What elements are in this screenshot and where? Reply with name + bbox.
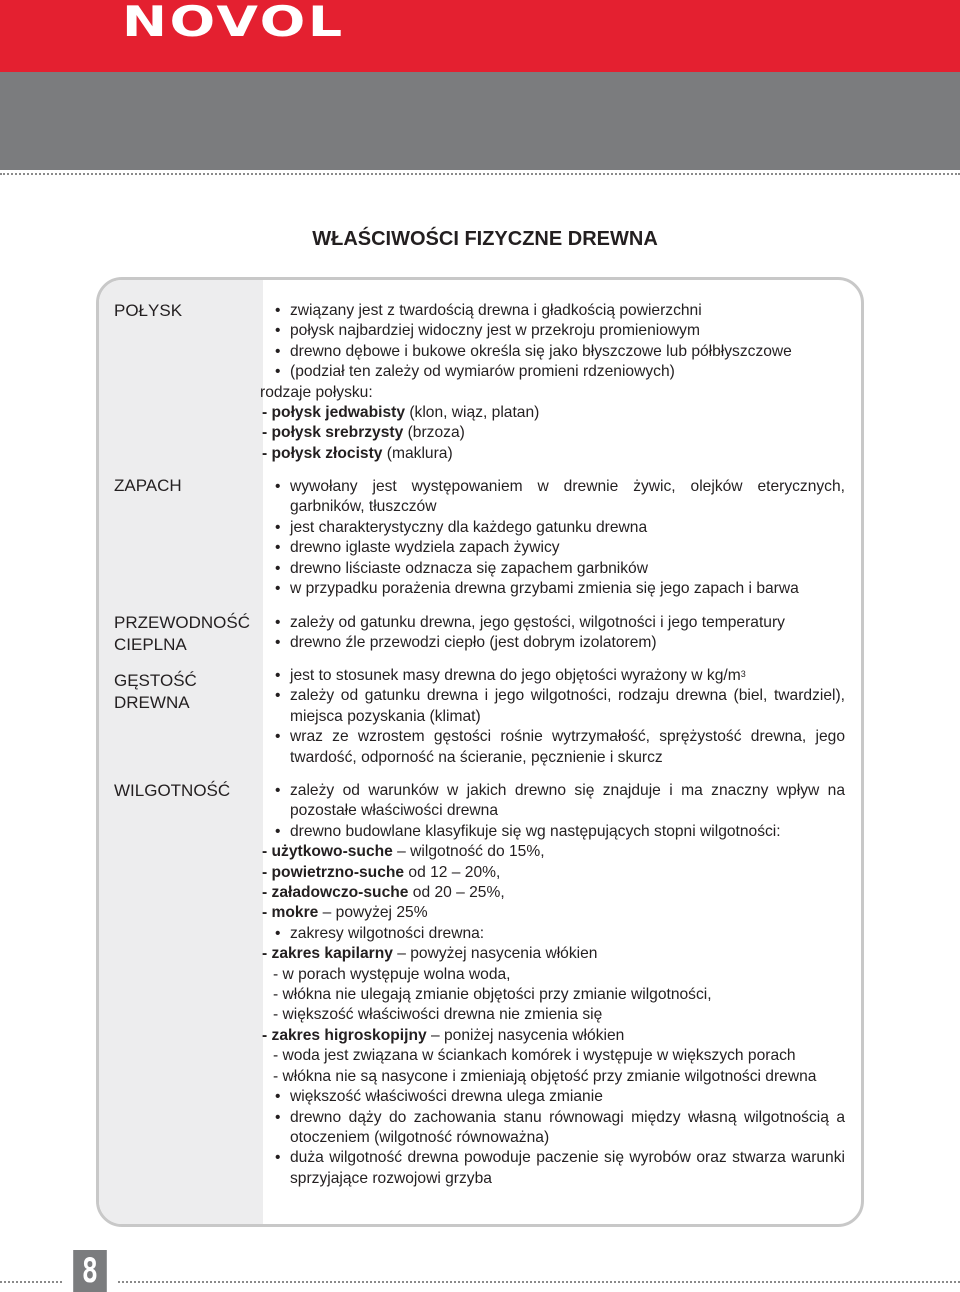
- list-item: • zależy od warunków w jakich drewno się znajduje i ma znaczny wpływ na pozostałe właściwości drewna: [275, 781, 845, 822]
- novol-logo: NOVOL: [122, 0, 345, 46]
- list-item: - powietrzno-suche od 12 – 20%,: [262, 863, 501, 881]
- list-item: • drewno iglaste wydziela zapach żywicy: [275, 538, 845, 558]
- list-item: • wywołany jest występowaniem w drewnie żywic, olejków eterycznych, garbników, tłuszczów: [275, 477, 845, 518]
- list-item: • połysk najbardziej widoczny jest w przekroju promieniowym: [275, 321, 845, 341]
- list-item: • drewno dąży do zachowania stanu równowagi między własną wilgotnością a otoczeniem (wilgotność równoważna): [275, 1108, 845, 1149]
- list-item: - woda jest związana w ściankach komórek i występuje w większych porach: [273, 1047, 796, 1065]
- list-item: • drewno źle przewodzi ciepło (jest dobrym izolatorem): [275, 633, 845, 653]
- label-zapach: ZAPACH: [114, 476, 182, 495]
- page-number: 8: [73, 1250, 107, 1292]
- dotted-divider-bottom-right: [118, 1281, 960, 1283]
- labels-column: [99, 280, 263, 1224]
- list-item: rodzaje połysku:: [260, 383, 373, 401]
- list-item: • drewno budowlane klasyfikuje się wg następujących stopni wilgotności:: [275, 822, 845, 842]
- list-item: - włókna nie są nasycone i zmieniają objętość przy zmianie wilgotności drewna: [273, 1067, 817, 1085]
- section-przewodnosc: [275, 613, 845, 654]
- list-item: - w porach występuje wolna woda,: [273, 965, 511, 983]
- list-item: • drewno dębowe i bukowe określa się jako błyszczowe lub półbłyszczowe: [275, 342, 845, 362]
- list-item: - mokre – powyżej 25%: [262, 904, 428, 922]
- list-item: - połysk srebrzysty (brzoza): [262, 424, 465, 442]
- section-polysk: [260, 301, 845, 464]
- list-item: • jest charakterystyczny dla każdego gatunku drewna: [275, 518, 845, 538]
- list-item: • zależy od gatunku drewna, jego gęstości, wilgotności i jego temperatury: [275, 613, 845, 633]
- list-item: - użytkowo-suche – wilgotność do 15%,: [262, 843, 545, 861]
- header-red-band: [0, 0, 960, 72]
- label-polysk: POŁYSK: [114, 301, 183, 320]
- list-item: • wraz ze wzrostem gęstości rośnie wytrzymałość, sprężystość drewna, jego twardość, odporność na ścieranie, pęcznienie i skurcz: [275, 727, 845, 768]
- list-item: - zakres kapilarny – powyżej nasycenia włókien: [262, 945, 598, 963]
- list-item: - połysk złocisty (maklura): [262, 444, 453, 462]
- list-item: - połysk jedwabisty (klon, wiąz, platan): [262, 404, 540, 422]
- list-item: - załadowczo-suche od 20 – 25%,: [262, 884, 505, 902]
- list-item: • drewno liściaste odznacza się zapachem garbników: [275, 559, 845, 579]
- list-item: • zależy od gatunku drewna i jego wilgotności, rodzaju drewna (biel, twardziel), miejsca pozyskania (klimat): [275, 686, 845, 727]
- page-title: WŁAŚCIWOŚCI FIZYCZNE DREWNA: [312, 228, 658, 250]
- list-item: - włókna nie ulegają zmianie objętości przy zmianie wilgotności,: [273, 986, 712, 1004]
- list-item: • związany jest z twardością drewna i gładkością powierzchni: [275, 301, 845, 321]
- section-wilgotnosc: [262, 781, 845, 1189]
- label-gestosc: GĘSTOŚĆ DREWNA: [114, 671, 197, 712]
- list-item: • duża wilgotność drewna powoduje paczenie się wyrobów oraz stwarza warunki sprzyjające rozwojowi grzyba: [275, 1148, 845, 1189]
- section-zapach: [275, 477, 845, 599]
- dotted-divider-bottom-left: [0, 1281, 62, 1283]
- list-item: - zakres higroskopijny – poniżej nasycenia włókien: [262, 1026, 625, 1044]
- section-gestosc: [275, 666, 845, 768]
- list-item: - większość właściwości drewna nie zmienia się: [273, 1006, 603, 1024]
- properties-panel: [96, 277, 864, 1227]
- label-wilgotnosc: WILGOTNOŚĆ: [114, 781, 231, 800]
- list-item: • większość właściwości drewna ulega zmianie: [275, 1087, 845, 1107]
- header-gray-band: [0, 72, 960, 170]
- list-item: • zakresy wilgotności drewna:: [275, 924, 845, 944]
- list-item: • w przypadku porażenia drewna grzybami zmienia się jego zapach i barwa: [275, 579, 845, 599]
- dotted-divider-top: [0, 173, 960, 175]
- list-item: • (podział ten zależy od wymiarów promieni rdzeniowych): [275, 362, 845, 382]
- label-przewodnosc: PRZEWODNOŚĆ CIEPLNA: [114, 613, 250, 654]
- list-item: • jest to stosunek masy drewna do jego objętości wyrażony w $kg/m^3$: [275, 666, 845, 686]
